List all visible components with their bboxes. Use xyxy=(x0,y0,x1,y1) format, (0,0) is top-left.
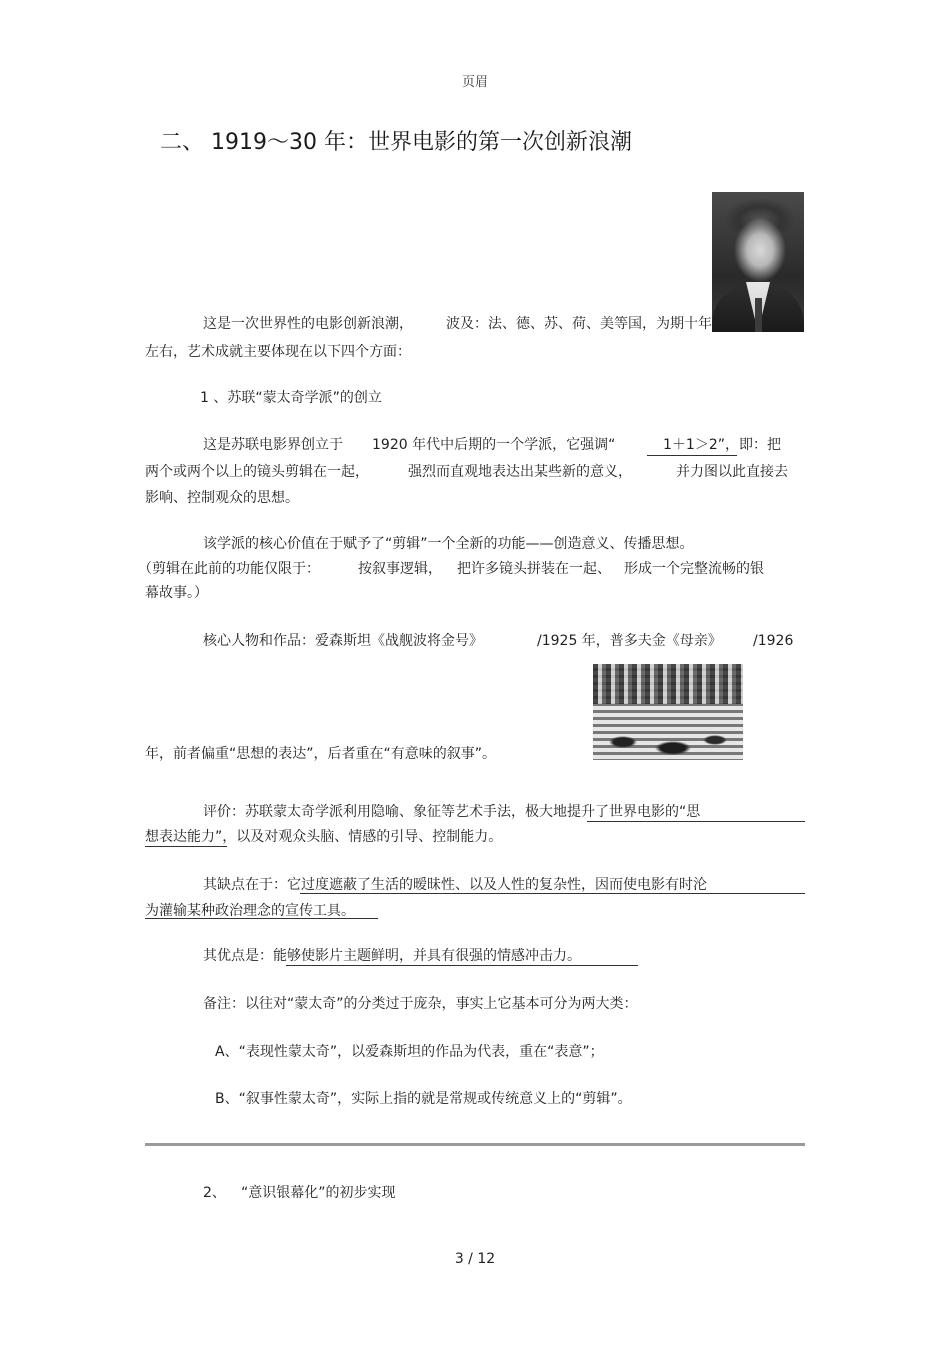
odessa-steps-still-image xyxy=(593,664,743,760)
p2-line3: 幕故事。） xyxy=(145,585,208,601)
flaw-underline-1 xyxy=(300,893,805,894)
p1-line1-c: 1＋1＞2”，即：把 xyxy=(663,437,781,453)
merit-line: 其优点是：能够使影片主题鲜明，并具有很强的情感冲击力。 xyxy=(203,948,581,964)
note-line: 备注：以往对“蒙太奇”的分类过于庞杂，事实上它基本可分为两大类： xyxy=(203,996,638,1012)
formula-underline xyxy=(647,455,737,456)
works-line1-c: /1926 xyxy=(753,633,794,649)
flaw-line2: 为灌输某种政治理念的宣传工具。 xyxy=(145,903,355,919)
eval-line1: 评价：苏联蒙太奇学派利用隐喻、象征等艺术手法，极大地提升了世界电影的“思 xyxy=(203,804,701,820)
p1-line1-a: 这是苏联电影界创立于 xyxy=(203,437,343,453)
p1-line2-b: 强烈而直观地表达出某些新的意义， xyxy=(408,464,632,480)
section1-heading: 1 、苏联“蒙太奇学派”的创立 xyxy=(200,390,382,406)
intro-line1-b: 波及：法、德、苏、荷、美等国，为期十年 xyxy=(446,316,712,332)
eval-underline-1 xyxy=(587,821,805,822)
works-line1-a: 核心人物和作品：爱森斯坦《战舰波将金号》 xyxy=(203,633,483,649)
intro-line2: 左右，艺术成就主要体现在以下四个方面： xyxy=(145,344,411,360)
portrait-tie xyxy=(755,298,762,332)
eisenstein-portrait-photo xyxy=(712,192,804,332)
still-crowd xyxy=(593,664,743,704)
section2-heading-number: 2、 xyxy=(203,1185,226,1201)
horizontal-divider xyxy=(145,1143,805,1146)
page-header: 页眉 xyxy=(461,75,488,90)
eval-line2: 想表达能力”，以及对观众头脑、情感的引导、控制能力。 xyxy=(145,829,503,845)
eval-underline-2 xyxy=(145,846,227,847)
section2-heading-text: “意识银幕化”的初步实现 xyxy=(241,1185,396,1201)
flaw-line1: 其缺点在于：它过度遮蔽了生活的暧昧性、以及人性的复杂性，因而使电影有时沦 xyxy=(203,877,707,893)
still-bodies xyxy=(593,730,743,760)
works-line2: 年，前者偏重“思想的表达”，后者重在“有意味的叙事”。 xyxy=(145,746,497,762)
note-item-a: A、“表现性蒙太奇”，以爱森斯坦的作品为代表，重在“表意”； xyxy=(215,1044,604,1060)
works-line1-b: /1925 年，普多夫金《母亲》 xyxy=(537,633,722,649)
p1-line1-b: 1920 年代中后期的一个学派，它强调“ xyxy=(372,437,616,453)
p2-line2-a: （剪辑在此前的功能仅限于： xyxy=(138,561,320,577)
intro-line1-a: 这是一次世界性的电影创新浪潮， xyxy=(203,316,413,332)
flaw-underline-2 xyxy=(145,918,378,919)
p1-line2-c: 并力图以此直接去 xyxy=(676,464,788,480)
merit-underline xyxy=(286,965,638,966)
p1-line2-a: 两个或两个以上的镜头剪辑在一起， xyxy=(145,464,369,480)
p2-line2-b: 按叙事逻辑， xyxy=(358,561,442,577)
note-item-b: B、“叙事性蒙太奇”，实际上指的就是常规或传统意义上的“剪辑”。 xyxy=(215,1091,632,1107)
p2-line1: 该学派的核心价值在于赋予了“剪辑”一个全新的功能——创造意义、传播思想。 xyxy=(203,536,694,552)
page-number: 3 / 12 xyxy=(454,1251,496,1267)
p2-line2-c: 把许多镜头拼装在一起、 xyxy=(457,561,611,577)
p1-line3: 影响、控制观众的思想。 xyxy=(145,490,299,506)
section-title: 二、 1919～30 年：世界电影的第一次创新浪潮 xyxy=(160,130,632,155)
p2-line2-d: 形成一个完整流畅的银 xyxy=(624,561,764,577)
